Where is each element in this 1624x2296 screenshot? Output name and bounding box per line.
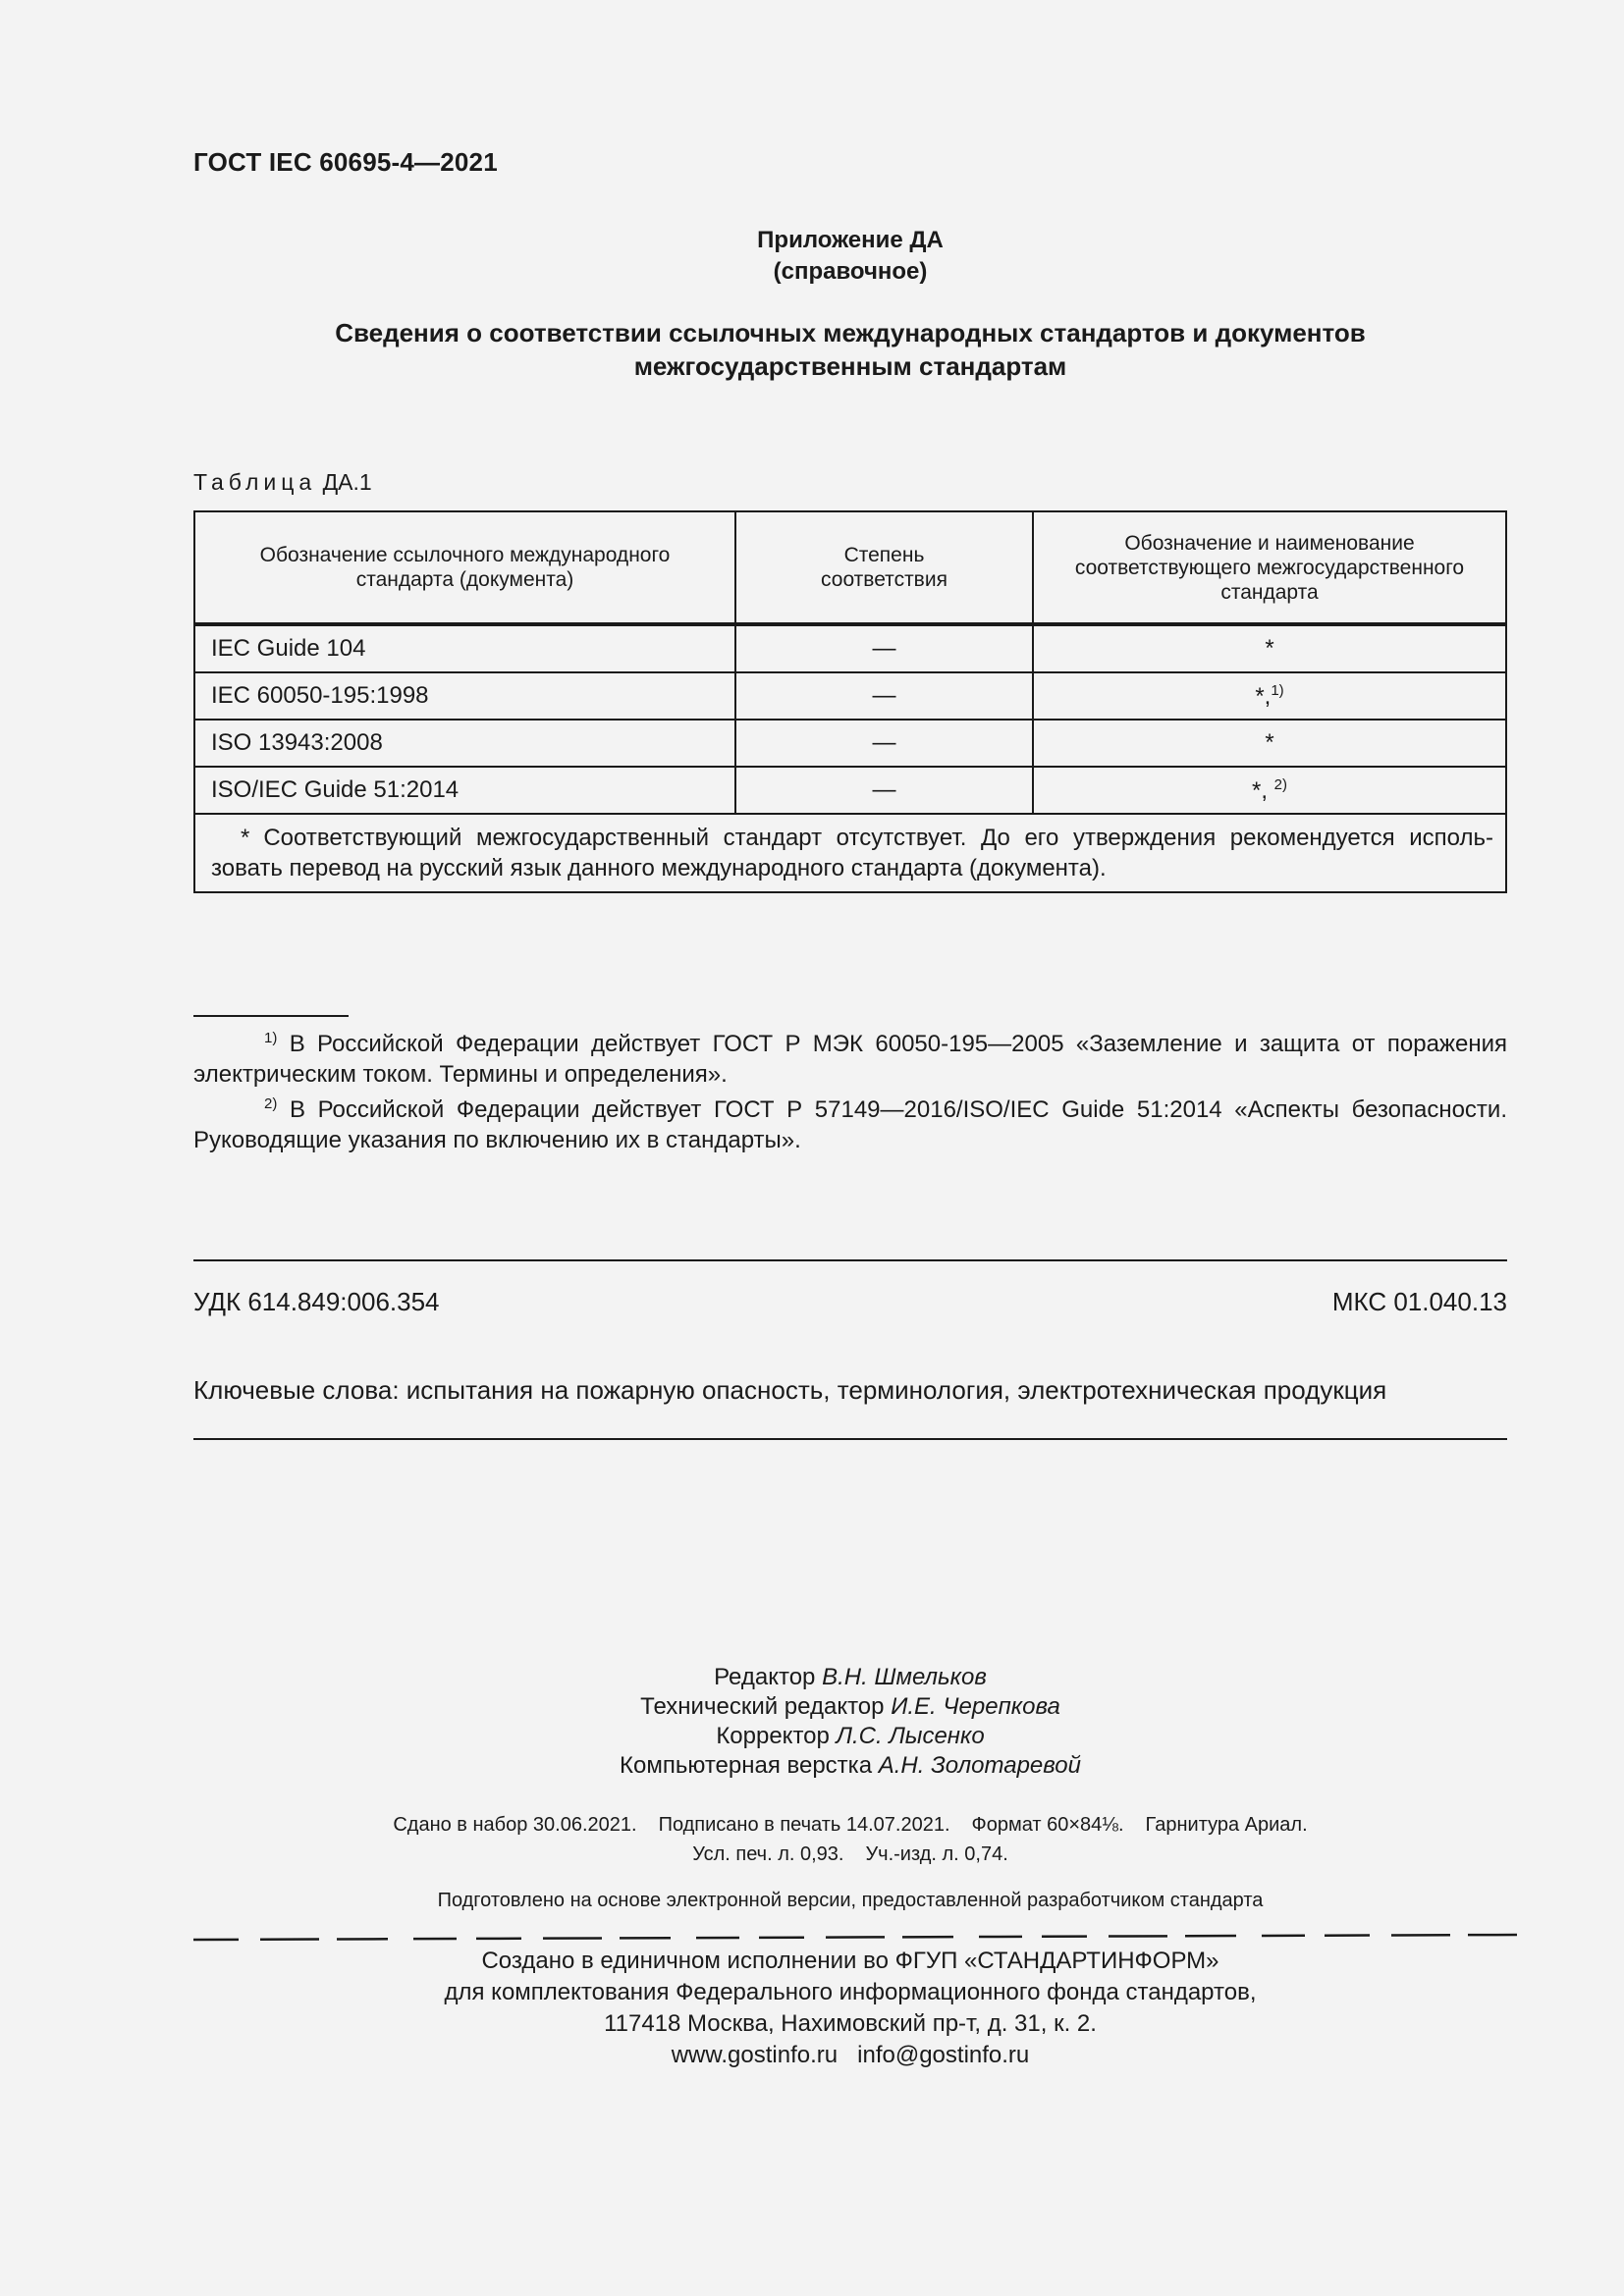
- credit-name: В.Н. Шмельков: [822, 1664, 987, 1690]
- table-row: [194, 767, 1506, 814]
- credit-role: Технический редактор: [640, 1693, 885, 1720]
- annex-subtitle: (справочное): [773, 258, 928, 285]
- typeface: Гарнитура Ариал.: [1145, 1814, 1308, 1836]
- footnote-text: В Российской Федерации действует ГОСТ Р 57149—2016/ISO/IEC Guide 51:2014 «Аспекты безопасности. Руководящие указания по включению их в стандарты».: [193, 1096, 1507, 1153]
- print-sheets: Усл. печ. л. 0,93.: [692, 1843, 844, 1865]
- national-mark: *: [1265, 729, 1274, 756]
- cell-national: [1033, 624, 1506, 672]
- annex-title-block: [193, 225, 1507, 288]
- print-info: [193, 1810, 1507, 1869]
- prepared-note: Подготовлено на основе электронной версии, предоставленной разработчиком стандарта: [437, 1890, 1264, 1911]
- national-mark: *,: [1255, 682, 1272, 710]
- annex-title: Приложение ДА: [757, 227, 944, 253]
- credit-role: Корректор: [716, 1723, 830, 1749]
- national-mark: *: [1265, 635, 1274, 662]
- table-caption-word: Таблица: [193, 469, 317, 495]
- table-row: [194, 624, 1506, 672]
- publisher-website[interactable]: www.gostinfo.ru: [671, 2042, 839, 2068]
- cell-designation: IEC Guide 104: [194, 624, 735, 672]
- credit-role: Редактор: [714, 1664, 816, 1690]
- footnote-2: [193, 1089, 1507, 1155]
- cell-degree: —: [735, 720, 1033, 767]
- pub-sheets: Уч.-изд. л. 0,74.: [865, 1843, 1008, 1865]
- credit-editor: [193, 1663, 1507, 1692]
- footnote-separator: [193, 1015, 349, 1017]
- publisher-line2: для комплектования Федерального информационного фонда стандартов,: [444, 1979, 1257, 2005]
- footnote-ref: 1): [1271, 681, 1284, 699]
- credits-block: [193, 1663, 1507, 1781]
- publisher-block: [193, 1946, 1507, 2071]
- footnote-ref: 2): [1273, 775, 1288, 793]
- annex-heading-line1: Сведения о соответствии ссылочных международных стандартов и документов: [335, 318, 1366, 347]
- table-note: [194, 814, 1506, 892]
- credit-tech-editor: [193, 1692, 1507, 1722]
- header-degree: Степень соответствия: [735, 511, 1033, 624]
- print-info-line2: [193, 1840, 1507, 1869]
- note-text: Соответствующий межгосударственный стандарт отсутствует. До его утверждения рекомендуется использовать перевод на русский язык данного международного стандарта (документа).: [211, 825, 1493, 881]
- cell-national: [1033, 767, 1506, 814]
- credit-name: И.Е. Черепкова: [891, 1693, 1060, 1720]
- document-number: ГОСТ IEC 60695-4—2021: [193, 147, 498, 177]
- header-national-standard: Обозначение и наименование соответствующего межгосударственного стандарта: [1033, 511, 1506, 624]
- publisher-email[interactable]: info@gostinfo.ru: [857, 2042, 1030, 2068]
- keywords: Ключевые слова: испытания на пожарную опасность, терминология, электротехническая продукция: [193, 1375, 1387, 1405]
- publisher-line3: 117418 Москва, Нахимовский пр-т, д. 31, к. 2.: [604, 2010, 1097, 2037]
- cell-national: [1033, 672, 1506, 720]
- print-info-line1: [193, 1810, 1507, 1840]
- credit-proofreader: [193, 1722, 1507, 1751]
- annex-heading: [193, 316, 1507, 383]
- publisher-contacts: [193, 2040, 1507, 2071]
- table-row: [194, 672, 1506, 720]
- national-mark: *,: [1251, 776, 1274, 804]
- footnote-text: В Российской Федерации действует ГОСТ Р МЭК 60050-195—2005 «Заземление и защита от поражения электрическим током. Термины и определения».: [193, 1031, 1507, 1088]
- cell-national: [1033, 720, 1506, 767]
- cell-designation: ISO 13943:2008: [194, 720, 735, 767]
- footnote-mark: 1): [264, 1030, 278, 1046]
- submitted-date: Сдано в набор 30.06.2021.: [393, 1814, 637, 1836]
- publisher-line1: Создано в единичном исполнении во ФГУП «СТАНДАРТИНФОРМ»: [481, 1948, 1219, 1974]
- credit-layout: [193, 1751, 1507, 1781]
- credit-role: Компьютерная верстка: [620, 1752, 873, 1779]
- table-caption: [193, 469, 372, 496]
- footnote-1: [193, 1023, 1507, 1090]
- correspondence-table: [193, 510, 1507, 893]
- udk-code: УДК 614.849:006.354: [193, 1287, 440, 1316]
- table-note-row: [194, 814, 1506, 892]
- cell-degree: —: [735, 767, 1033, 814]
- footnote-mark: 2): [264, 1095, 278, 1112]
- publisher-rule: [193, 1932, 1517, 1944]
- credit-name: Л.С. Лысенко: [836, 1723, 985, 1749]
- annex-heading-line2: межгосударственным стандартам: [633, 351, 1067, 381]
- divider-top: [193, 1259, 1507, 1261]
- paper-format: Формат 60×84⅛.: [971, 1814, 1124, 1836]
- table-row: [194, 720, 1506, 767]
- cell-designation: IEC 60050-195:1998: [194, 672, 735, 720]
- header-designation: Обозначение ссылочного международного стандарта (документа): [194, 511, 735, 624]
- cell-degree: —: [735, 672, 1033, 720]
- credit-name: А.Н. Золотаревой: [878, 1752, 1081, 1779]
- cell-designation: ISO/IEC Guide 51:2014: [194, 767, 735, 814]
- signed-date: Подписано в печать 14.07.2021.: [658, 1814, 950, 1836]
- cell-degree: —: [735, 624, 1033, 672]
- note-mark: *: [241, 825, 250, 851]
- table-caption-number: ДА.1: [322, 469, 372, 495]
- table-header-row: [194, 511, 1506, 624]
- mks-code: МКС 01.040.13: [1331, 1287, 1507, 1316]
- divider-bottom: [193, 1438, 1507, 1440]
